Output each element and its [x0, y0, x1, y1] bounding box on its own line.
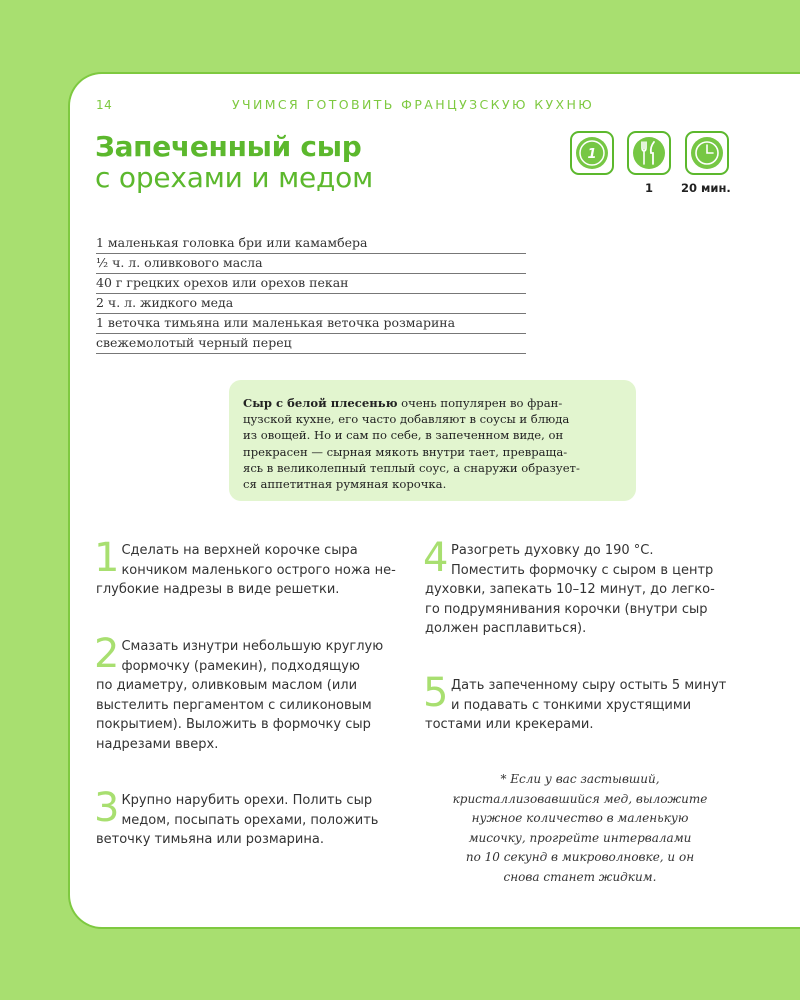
time-icon	[685, 131, 729, 175]
step-1: 1 Сделать на верхней корочке сыра кончиком маленького острого ножа не- глубокие надрезы в виде решетки.	[94, 535, 396, 597]
recipe-title-line-2: с орехами и медом	[95, 161, 374, 194]
ingredient-item: 1 маленькая головка бри или камамбера	[96, 234, 526, 254]
servings-value: 1	[645, 181, 654, 195]
step-number: 1	[94, 535, 120, 581]
page-number: 14	[96, 98, 113, 112]
tip-line: ясь в великолепный теплый соус, а снаружи образует-	[243, 460, 580, 475]
step-number: 3	[94, 785, 120, 831]
tip-bold-lead: Сыр с белой плесенью	[243, 396, 398, 410]
ingredient-item: 2 ч. л. жидкого меда	[96, 294, 526, 314]
servings-icon	[627, 131, 671, 175]
step-number: 2	[94, 631, 120, 677]
ingredient-item: 40 г грецких орехов или орехов пекан	[96, 274, 526, 294]
step-number: 5	[423, 670, 449, 716]
step-number: 4	[423, 535, 449, 581]
recipe-title-line-1: Запеченный сыр	[95, 130, 362, 163]
ingredient-item: ½ ч. л. оливкового масла	[96, 254, 526, 274]
ingredient-item: свежемолотый черный перец	[96, 334, 526, 354]
tip-line: цузской кухне, его часто добавляют в соусы и блюда	[243, 412, 570, 427]
ingredients-list	[96, 234, 526, 354]
difficulty-icon	[570, 131, 614, 175]
step-5: 5 Дать запеченному сыру остыть 5 минут и подавать с тонкими хрустящими тостами или крекерами.	[423, 670, 727, 732]
svg-text:1: 1	[587, 147, 597, 162]
tip-line: ся аппетитная румяная корочка.	[243, 477, 447, 492]
tip-line: из овощей. Но и сам по себе, в запеченном виде, он	[243, 428, 564, 443]
tip-line: Сыр с белой плесенью очень популярен во фран-	[243, 396, 563, 410]
tip-box	[229, 380, 636, 501]
tip-line: прекрасен — сырная мякоть внутри тает, превраща-	[243, 444, 568, 459]
step-4: 4 Разогреть духовку до 190 °С. Поместить формочку с сыром в центр духовки, запекать 10–12 минут, до легко- го подрумянивания корочки (внутри сыр должен расплавиться).	[423, 535, 715, 636]
ingredient-item: 1 веточка тимьяна или маленькая веточка розмарина	[96, 314, 526, 334]
time-value: 20 мин.	[681, 181, 731, 195]
running-head: УЧИМСЯ ГОТОВИТЬ ФРАНЦУЗСКУЮ КУХНЮ	[232, 97, 595, 112]
step-3: 3 Крупно нарубить орехи. Полить сыр медом, посыпать орехами, положить веточку тимьяна или розмарина.	[94, 785, 379, 847]
step-2: 2 Смазать изнутри небольшую круглую формочку (рамекин), подходящую по диаметру, оливковым маслом (или выстелить пергаментом с силиконовым покрытием). Выложить в формочку сыр надрезами вверх.	[94, 631, 384, 752]
honey-note: * Если у вас застывший, кристаллизовавшийся мед, выложите нужное количество в маленькую мисочку, прогрейте интервалами по 10 секунд в микроволновке, и он снова станет жидким.	[452, 772, 708, 884]
